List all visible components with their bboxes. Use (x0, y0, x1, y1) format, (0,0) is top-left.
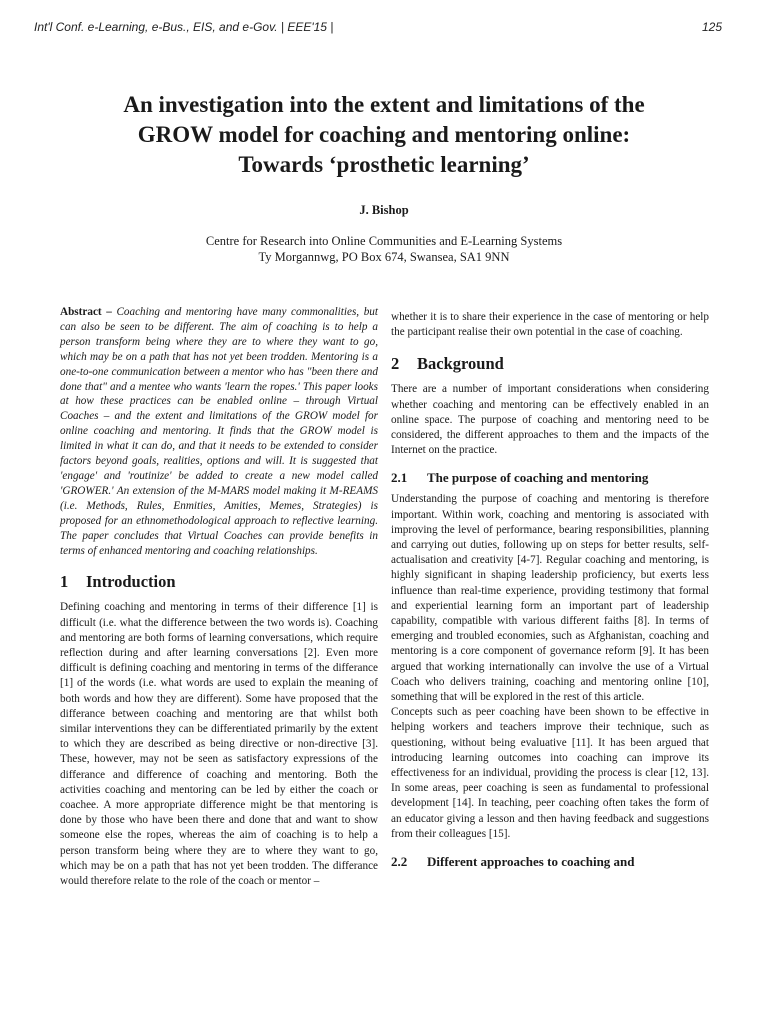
section-number: 2 (391, 354, 400, 374)
abstract (60, 305, 378, 558)
title-line: GROW model for coaching and mentoring online: (137, 122, 631, 147)
subsection-title: Different approaches to coaching and (427, 854, 635, 870)
introduction-continued-paragraph: whether it is to share their experience in the case of mentoring or help the participant realise their own potential in the case of coaching. (391, 311, 709, 339)
introduction-paragraph: Defining coaching and mentoring in terms of their difference [1] is difficult (i.e. what the difference between the two words is). Coaching and mentoring are both forms of learning conversations, which require reflection during and after learning conversations [2]. Even more difficult is defining coaching and mentoring in terms of the differance [1] of the words (i.e. what words are used to explain the meaning of both words and how they are different). Some have proposed that the differance between coaching and mentoring are that whilst both similar interventions they can be differentiated primarily by the extent to which they are described as being directive or non-directive [3]. These, however, may not be seen as satisfactory expressions of the differance and difference of coaching and mentoring. Both the activities coaching and mentoring can be led by either the coach or coachee. A more appropriate difference might be that mentoring is done by those who have been there and done that and want to show someone else the ropes, whereas the aim of coaching is to help a person transform being where they are to where they want to go, which may be on a path that has not yet been trodden. The differance would therefore relate to the role of the coach or mentor – (60, 601, 378, 888)
section-heading-introduction (60, 572, 378, 592)
page-number: 125 (701, 20, 722, 34)
section-title: Introduction (86, 572, 176, 592)
background-paragraph: There are a number of important considerations when considering whether coaching and mentoring can be effectively enabled in an online space. The purpose of coaching and mentoring need to be considered, the different approaches to them and the impacts of the Internet on the practice. (391, 383, 709, 457)
section-title: Background (417, 354, 504, 374)
abstract-label: Abstract – (60, 306, 112, 318)
title-line: Towards ‘prosthetic learning’ (238, 152, 530, 177)
subsection-heading-approaches (391, 854, 709, 870)
subsection-heading-purpose (391, 470, 709, 486)
subsection-title: The purpose of coaching and mentoring (427, 470, 649, 486)
affiliation-line: Ty Morgannwg, PO Box 674, Swansea, SA1 9NN (258, 250, 510, 264)
section-number: 1 (60, 572, 69, 592)
right-column (391, 310, 709, 876)
affiliation-line: Centre for Research into Online Communities and E-Learning Systems (205, 234, 563, 248)
running-title: Int'l Conf. e-Learning, e-Bus., EIS, and e-Gov. | EEE'15 | (34, 20, 334, 34)
abstract-text: Coaching and mentoring have many commonalities, but can also be seen to be different. The aim of coaching is to help a person transform being where they are to where they want to go, which may be on a path that has not yet been trodden. Mentoring is a one-to-one communication between a mentor who has "been there and done that" and a mentee who wants 'learn the ropes.' This paper looks at how these practices can be enabled online – through Virtual Coaches – and the extent and limitations of the GROW model for online coaching and mentoring. It finds that the GROW model is limited in what it can do, and that it needs to be extended to consider factors beyond goals, realities, options and will. It is suggested that 'engage' and 'routinize' be added to create a new model called 'GROWER.' An extension of the M-MARS model making it M-REAMS (i.e. Methods, Rules, Enmities, Amities, Memes, Strategies) is proposed for an ethnomethodological approach to reflective learning. The paper concludes that Virtual Coaches can provide benefits in terms of enhanced mentoring and coaching relationships. (60, 306, 378, 557)
purpose-paragraph: Concepts such as peer coaching have been shown to be effective in helping workers and teachers improve their technique, such as questioning, without being evaluative [11]. It has been argued that introducing learning outcomes into coaching can improve its effectiveness for an individual, providing the process is clear [12, 13]. In some areas, peer coaching is seen as fundamental to professional development [14]. In teaching, peer coaching often takes the form of an educator giving a lesson and then having feedback and suggestions from their colleagues [15]. (391, 706, 709, 840)
subsection-number: 2.1 (391, 470, 408, 486)
running-header (34, 20, 722, 40)
paper-title (40, 90, 728, 180)
section-heading-background (391, 354, 709, 374)
purpose-paragraph: Understanding the purpose of coaching and mentoring is therefore important. Within work, coaching and mentoring is associated with improving the level of performance, bearing responsibilities, planning and carrying out duties, following up on steps for better results, self-actualisation and creativity [4-7]. Regular coaching and mentoring, is highly significant in shaping leadership proficiency, but exerts less influence than real-time experience, providing testimony that formal and experiential learning form an important part of leadership capability, compatible with various different faiths [8]. In terms of emerging and troubled economies, such as Afghanistan, coaching and mentoring is a core component of governance reform [9]. It has been argued that working internationally can involve the use of a Virtual Coach who delivers training, coaching and mentoring online [10], something that will be explored in the rest of this article. (391, 493, 709, 704)
left-column (60, 305, 378, 889)
affiliation (0, 233, 768, 265)
author-name: J. Bishop (359, 203, 409, 217)
subsection-number: 2.2 (391, 854, 408, 870)
title-line: An investigation into the extent and limitations of the (123, 92, 645, 117)
